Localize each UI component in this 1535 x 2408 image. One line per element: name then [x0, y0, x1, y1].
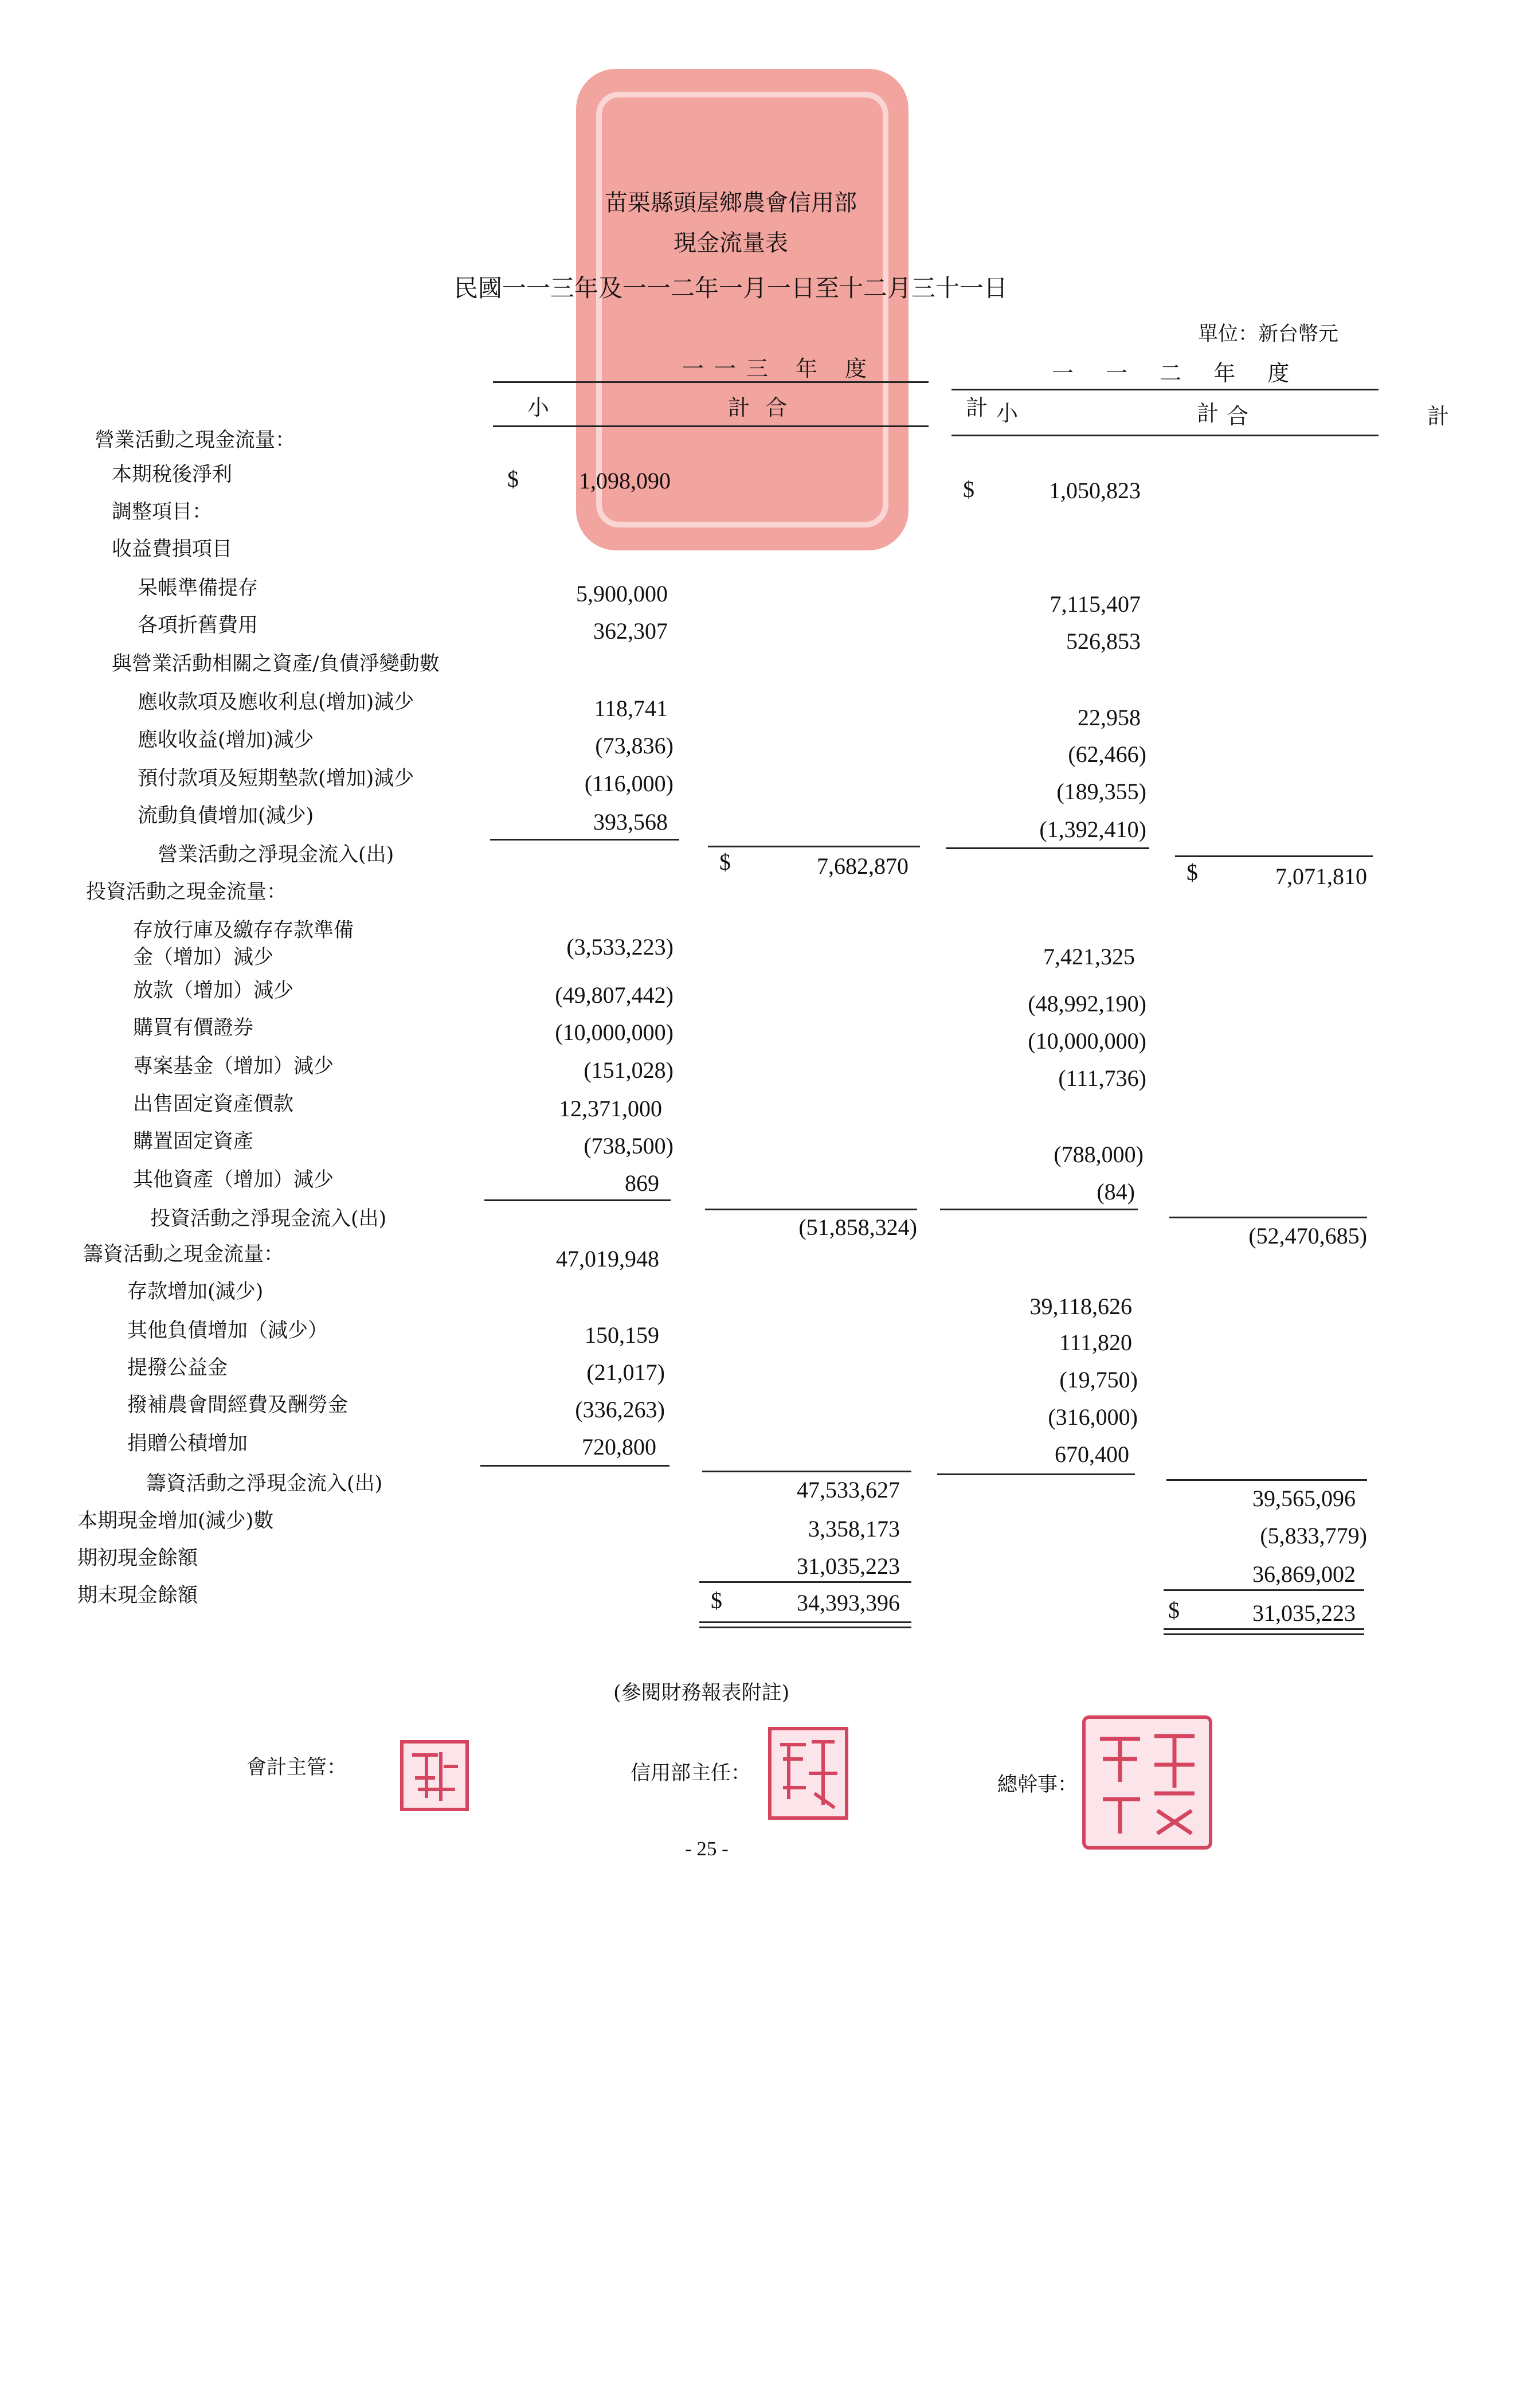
operating-assets-change-label: 與營業活動相關之資產/負債淨變動數	[112, 652, 440, 675]
currency-sign: $	[1168, 1597, 1180, 1623]
donated-surplus-label: 捐贈公積增加	[127, 1432, 248, 1455]
unit-label: 單位：新台幣元	[1198, 323, 1339, 346]
deposits-112: 39,118,626	[1029, 1293, 1132, 1319]
beginning-cash-label: 期初現金餘額	[77, 1547, 198, 1570]
currency-sign: $	[719, 849, 731, 875]
total-rule	[699, 1581, 911, 1583]
operating-heading: 營業活動之現金流量：	[95, 429, 296, 452]
header-bottom-rule-113	[493, 425, 929, 427]
subtotal-rule	[937, 1473, 1135, 1475]
ending-cash-label: 期末現金餘額	[77, 1584, 198, 1607]
subsidy-label: 撥補農會間經費及酬勞金	[127, 1394, 348, 1417]
total-rule	[1169, 1217, 1367, 1218]
header-rule-113	[493, 381, 929, 383]
securities-112: (10,000,000)	[1028, 1028, 1146, 1054]
grand-total-double-rule	[699, 1621, 911, 1628]
header-year-113: 一一三 年 度	[682, 356, 878, 381]
project-fund-label: 專案基金（增加）減少	[133, 1055, 334, 1078]
loans-113: (49,807,442)	[555, 982, 673, 1008]
buy-fixed-assets-113: (738,500)	[584, 1133, 673, 1159]
investing-net-112: (52,470,685)	[1248, 1223, 1367, 1249]
other-liabilities-113: 150,159	[585, 1322, 659, 1348]
director-seal-stamp	[768, 1727, 848, 1820]
financing-heading: 籌資活動之現金流量：	[83, 1243, 284, 1266]
accrued-income-112: (62,466)	[1068, 741, 1146, 767]
accountant-seal-stamp	[400, 1740, 469, 1811]
accountant-label: 會計主管：	[246, 1756, 347, 1779]
currency-sign: $	[711, 1588, 722, 1613]
sell-fixed-assets-label: 出售固定資產價款	[133, 1093, 294, 1116]
bad-debt-112: 7,115,407	[1050, 591, 1141, 617]
depreciation-112: 526,853	[1066, 628, 1141, 654]
current-liabilities-112: (1,392,410)	[1039, 816, 1146, 842]
accrued-income-113: (73,836)	[595, 733, 673, 759]
receivables-113: 118,741	[594, 695, 668, 721]
grand-total-double-rule	[1164, 1628, 1364, 1635]
buy-fixed-assets-label: 購置固定資產	[133, 1130, 254, 1153]
loans-label: 放款（增加）減少	[133, 979, 294, 1002]
director-label: 信用部主任：	[631, 1762, 751, 1785]
current-liabilities-113: 393,568	[593, 809, 668, 835]
donated-surplus-113: 720,800	[582, 1434, 656, 1460]
bad-debt-113: 5,900,000	[576, 581, 668, 607]
deposit-reserve-label-line2: 金（增加）減少	[133, 946, 274, 969]
header-total-112: 合 計	[1227, 404, 1535, 429]
subtotal-rule	[484, 1199, 671, 1201]
subtotal-rule	[940, 1209, 1138, 1210]
organization-name: 苗栗縣頭屋鄉農會信用部	[605, 190, 857, 216]
total-rule	[1175, 855, 1373, 857]
beginning-cash-113: 31,035,223	[797, 1553, 900, 1579]
total-rule	[1166, 1479, 1367, 1481]
general-manager-label: 總幹事：	[997, 1773, 1078, 1796]
securities-label: 購買有價證券	[133, 1017, 254, 1039]
header-subtotal-113: 小 計	[527, 395, 836, 420]
subtotal-rule	[946, 847, 1149, 849]
other-liabilities-label: 其他負債增加（減少）	[127, 1319, 328, 1342]
accrued-income-label: 應收收益(增加)減少	[138, 729, 314, 752]
financing-heading-113: 47,019,948	[556, 1246, 659, 1272]
bad-debt-label: 呆帳準備提存	[138, 577, 259, 600]
other-assets-112: (84)	[1097, 1179, 1135, 1205]
prepaid-112: (189,355)	[1056, 779, 1146, 804]
deposit-reserve-112: 7,421,325	[1043, 944, 1135, 970]
ending-cash-113: 34,393,396	[797, 1590, 900, 1616]
subsidy-113: (336,263)	[575, 1397, 665, 1422]
investing-net-label: 投資活動之淨現金流入(出)	[150, 1207, 387, 1230]
securities-113: (10,000,000)	[555, 1019, 673, 1045]
financing-net-113: 47,533,627	[797, 1477, 900, 1503]
investing-net-113: (51,858,324)	[798, 1214, 917, 1240]
statement-title: 現金流量表	[673, 230, 788, 256]
operating-net-112: 7,071,810	[1275, 863, 1367, 889]
beginning-cash-112: 36,869,002	[1252, 1561, 1356, 1587]
prepaid-113: (116,000)	[584, 771, 673, 796]
other-assets-113: 869	[625, 1170, 659, 1196]
deposits-label: 存款增加(減少)	[127, 1280, 264, 1303]
net-change-label: 本期現金增加(減少)數	[77, 1510, 274, 1533]
currency-sign: $	[507, 466, 519, 492]
other-assets-label: 其他資產（增加）減少	[133, 1168, 334, 1191]
other-liabilities-112: 111,820	[1059, 1330, 1132, 1355]
total-rule	[702, 1471, 911, 1472]
ending-cash-112: 31,035,223	[1252, 1600, 1356, 1626]
sell-fixed-assets-113: 12,371,000	[559, 1096, 662, 1121]
buy-fixed-assets-112: (788,000)	[1054, 1142, 1144, 1167]
public-fund-label: 提撥公益金	[127, 1357, 228, 1379]
financing-net-label: 籌資活動之淨現金流入(出)	[146, 1472, 383, 1495]
financing-net-112: 39,565,096	[1252, 1486, 1356, 1511]
general-manager-seal-stamp	[1082, 1715, 1212, 1850]
header-subtotal-112: 小 計	[996, 401, 1305, 426]
current-liabilities-label: 流動負債增加(減少)	[138, 804, 314, 827]
project-fund-112: (111,736)	[1058, 1065, 1146, 1091]
header-total-113: 合 計	[765, 395, 1074, 420]
public-fund-113: (21,017)	[586, 1359, 665, 1385]
receivables-label: 應收款項及應收利息(增加)減少	[138, 691, 414, 714]
depreciation-label: 各項折舊費用	[138, 614, 259, 637]
currency-sign: $	[963, 476, 974, 502]
statement-period: 民國一一三年及一一二年一月一日至十二月三十一日	[453, 274, 1008, 302]
currency-sign: $	[1187, 859, 1198, 885]
net-income-113: 1,098,090	[579, 468, 671, 494]
operating-net-label: 營業活動之淨現金流入(出)	[158, 843, 394, 866]
deposit-reserve-label-line1: 存放行庫及繳存存款準備	[133, 919, 354, 942]
net-income-112: 1,050,823	[1049, 478, 1141, 503]
header-bottom-rule-112	[951, 435, 1379, 436]
deposit-reserve-113: (3,533,223)	[566, 934, 673, 960]
total-rule	[1164, 1589, 1364, 1591]
prepaid-label: 預付款項及短期墊款(增加)減少	[138, 767, 414, 790]
notes-reference: (參閱財務報表附註)	[613, 1682, 790, 1705]
depreciation-113: 362,307	[593, 618, 668, 644]
subtotal-rule	[480, 1465, 669, 1467]
header-year-112: 一 一 二 年 度	[1052, 361, 1302, 386]
page-number: - 25 -	[685, 1838, 729, 1860]
total-rule	[708, 846, 920, 847]
public-fund-112: (19,750)	[1059, 1367, 1138, 1393]
total-rule	[705, 1209, 917, 1210]
receivables-112: 22,958	[1078, 705, 1141, 730]
investing-heading: 投資活動之現金流量：	[86, 881, 287, 904]
loans-112: (48,992,190)	[1028, 991, 1146, 1017]
income-expense-items-label: 收益費損項目	[112, 538, 233, 561]
net-income-label: 本期稅後淨利	[112, 463, 233, 486]
subtotal-rule	[490, 839, 679, 841]
project-fund-113: (151,028)	[584, 1057, 673, 1083]
adjustments-label: 調整項目：	[112, 501, 213, 523]
net-change-113: 3,358,173	[808, 1516, 900, 1542]
net-change-112: (5,833,779)	[1260, 1523, 1367, 1549]
donated-surplus-112: 670,400	[1055, 1441, 1129, 1467]
subsidy-112: (316,000)	[1048, 1404, 1138, 1430]
operating-net-113: 7,682,870	[817, 853, 909, 879]
